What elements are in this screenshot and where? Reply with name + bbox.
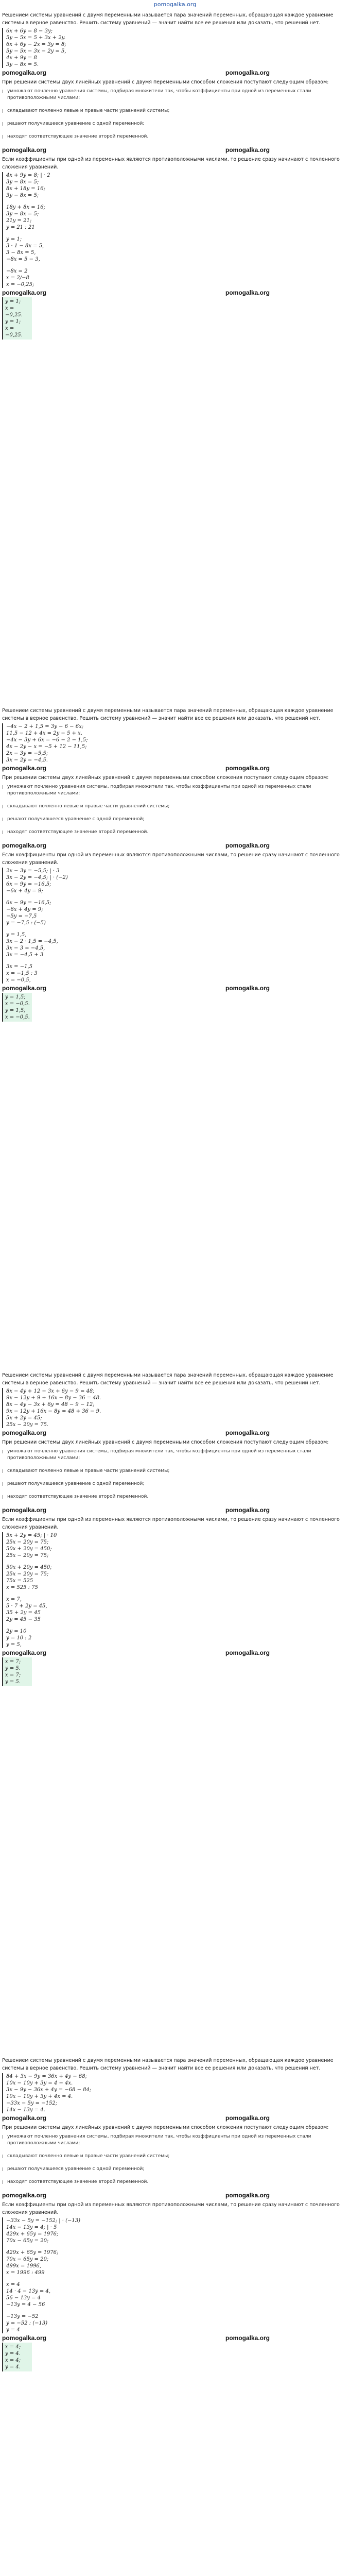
equation-line: 5y − 5x = 5 + 3x + 2y. <box>6 35 66 41</box>
solution-work <box>2 2217 347 2333</box>
step-item: умножают почленно уравнения системы, подбирая множители так, чтобы коэффициенты при одной из переменных стали противоположными числами; <box>2 784 347 797</box>
answer-line: y = 5. <box>5 1679 21 1685</box>
watermark-row <box>2 69 270 76</box>
work-line: 75x = 525 <box>6 1578 33 1584</box>
problem-section <box>2 2057 347 2371</box>
watermark: pomogalka.org <box>2 289 47 296</box>
equation-system <box>2 2073 347 2113</box>
steps-list <box>2 784 347 836</box>
work-line: 5 · 7 + 2y = 45, <box>6 1603 47 1609</box>
watermark: pomogalka.org <box>2 2192 47 2199</box>
equation-line: 9x − 12y + 9 + 16x − 8y − 36 = 48. <box>6 1395 101 1401</box>
equation-line: 10x − 10y + 3y + 4x = 4. <box>6 2094 73 2099</box>
watermark-row <box>2 842 270 849</box>
watermark: pomogalka.org <box>2 1429 47 1436</box>
watermark-row <box>2 146 270 154</box>
answer-box <box>2 993 32 1022</box>
step-item: складывают почленно левые и правые части уравнений системы; <box>2 108 347 114</box>
watermark: pomogalka.org <box>2 765 47 772</box>
work-line: 2y = 45 − 35 <box>6 1617 41 1622</box>
equation-line: 84 + 3x − 9y = 36x + 4y − 68; <box>6 2074 87 2079</box>
equation-line: 25x − 20y = 75. <box>6 1422 49 1428</box>
watermark: pomogalka.org <box>2 1506 47 1514</box>
equation-line: 6x + 6y − 2x = 3y = 8; <box>6 42 66 47</box>
work-line: −6x + 4y = 9; <box>6 888 43 894</box>
step-item: умножают почленно уравнения системы, подбирая множители так, чтобы коэффициенты при одной из переменных стали противоположными числами; <box>2 2133 347 2147</box>
problem-section <box>2 1371 347 1686</box>
equation-line: 9x − 12y + 16x − 8y = 48 + 36 − 9. <box>6 1409 101 1414</box>
watermark: pomogalka.org <box>225 1429 270 1436</box>
step-item: решают получившееся уравнение с одной переменной; <box>2 121 347 127</box>
work-line: 50x + 20y = 450; <box>6 1546 52 1552</box>
work-line: y = −7,5 : (−5) <box>6 920 46 926</box>
watermark: pomogalka.org <box>225 2334 270 2342</box>
step-item: находят соответствующее значение второй переменной. <box>2 2179 347 2185</box>
problem-section <box>2 11 347 340</box>
work-line: x = 1996 : 499 <box>6 2270 45 2276</box>
work-line: −8x = 5 − 3, <box>6 257 40 262</box>
answer-box <box>2 297 32 340</box>
work-line: 18y + 8x = 16; <box>6 205 45 210</box>
note-text: Если коэффициенты при одной из переменных являются противоположными числами, то решение сразу начинают с почленного сложения уравнений. <box>2 852 340 866</box>
work-line: x = −0,5, <box>6 977 31 983</box>
answer-line: x = −0,25. <box>5 306 23 318</box>
watermark: pomogalka.org <box>2 1649 47 1656</box>
method-intro-text: При решении системы двух линейных уравнений с двумя переменными способом сложения поступают следующим образом: <box>2 1439 329 1445</box>
solution-work <box>2 868 347 984</box>
answer-box <box>2 2343 32 2371</box>
note-text: Если коэффициенты при одной из переменных являются противоположными числами, то решение сразу начинают с почленного сложения уравнений. <box>2 1517 340 1530</box>
work-line: y = 1; <box>6 236 22 242</box>
method-intro-text: При решении системы двух линейных уравнений с двумя переменными способом сложения поступают следующим образом: <box>2 2125 329 2130</box>
answer-line: y = 1; <box>5 299 21 304</box>
watermark: pomogalka.org <box>225 985 270 992</box>
method-intro-text: При решении системы двух линейных уравнений с двумя переменными способом сложения поступают следующим образом: <box>2 775 329 781</box>
watermark-row <box>2 985 270 992</box>
solution-work <box>2 172 347 288</box>
work-line: 3x = −4,5 + 3 <box>6 952 44 958</box>
intro-text: Решением системы уравнений с двумя переменными называется пара значений переменных, обращающая каждое уравнение системы в верное равенство. Решить систему уравнений — значит найти все ее решения или доказать, что решений нет. <box>2 2058 334 2071</box>
work-line: 3y − 8x = 5; <box>6 211 39 217</box>
watermark: pomogalka.org <box>225 842 270 849</box>
work-line: 25x − 20y = 75; <box>6 1539 49 1545</box>
work-line: −6x + 4y = 9; <box>6 907 43 912</box>
answer-line: x = −0,5. <box>5 1001 30 1007</box>
work-line: x = 4 <box>6 2282 20 2287</box>
work-line: 70x − 65y = 20; <box>6 2257 49 2262</box>
equation-line: 4x + 9y = 8 <box>6 55 37 61</box>
work-line: y = 4 <box>6 2327 20 2333</box>
equation-line: 3y − 8x = 5. <box>6 62 39 67</box>
work-line: 499x = 1996, <box>6 2263 42 2269</box>
work-line: −13y = 4 − 56 <box>6 2302 45 2308</box>
work-line: 25x − 20y = 75; <box>6 1571 49 1577</box>
work-line: y = 1,5, <box>6 932 27 938</box>
answer-line: x = 4; <box>5 2358 21 2363</box>
step-item: складывают почленно левые и правые части уравнений системы; <box>2 2153 347 2160</box>
step-item: умножают почленно уравнения системы, подбирая множители так, чтобы коэффициенты при одной из переменных стали противоположными числами; <box>2 1448 347 1462</box>
answer-line: x = −0,25. <box>5 326 23 338</box>
watermark-row <box>2 1506 270 1514</box>
work-line: 6x − 9y = −16,5; <box>6 882 51 887</box>
work-line: 2y = 10 <box>6 1629 27 1634</box>
answer-line: y = 4. <box>5 2364 21 2370</box>
work-line: 3x − 2y = −4,5; | · (−2) <box>6 875 68 880</box>
answer-line: y = 1,5; <box>5 1008 26 1013</box>
work-line: 3 · 1 − 8x = 5, <box>6 243 44 249</box>
work-line: 14 · 4 − 13y = 4, <box>6 2289 51 2294</box>
work-line: 5x + 2y = 45; | · 10 <box>6 1533 57 1538</box>
equation-line: 14x − 13y = 4. <box>6 2107 45 2113</box>
equation-line: 2x − 3y = −5,5; <box>6 751 48 756</box>
answer-line: x = 7; <box>5 1672 21 1678</box>
step-item: решают получившееся уравнение с одной переменной; <box>2 816 347 823</box>
work-line: 25x − 20y = 75; <box>6 1553 49 1558</box>
watermark-row <box>2 1649 270 1656</box>
step-item: решают получившееся уравнение с одной переменной; <box>2 1481 347 1487</box>
intro-text: Решением системы уравнений с двумя переменными называется пара значений переменных, обращающая каждое уравнение системы в верное равенство. Решить систему уравнений — значит найти все ее решения или доказать, что решений нет. <box>2 12 334 26</box>
work-line: y = −52 : (−13) <box>6 2320 48 2326</box>
step-item: находят соответствующее значение второй переменной. <box>2 1494 347 1500</box>
work-line: 70x − 65y = 20; <box>6 2238 49 2244</box>
work-line: 8x + 18y = 16; <box>6 186 45 192</box>
equation-system <box>2 28 347 68</box>
work-line: 3y − 8x = 5; <box>6 179 39 185</box>
step-item: умножают почленно уравнения системы, подбирая множители так, чтобы коэффициенты при одной из переменных стали противоположными числами; <box>2 88 347 101</box>
work-line: 3 − 8x = 5, <box>6 250 36 256</box>
work-line: −13y = −52 <box>6 2314 39 2319</box>
work-line: 3x − 2 · 1,5 = −4,5, <box>6 939 58 944</box>
watermark: pomogalka.org <box>225 146 270 154</box>
equation-line: 5x + 2y = 45; <box>6 1415 42 1421</box>
work-line: x = 7, <box>6 1597 22 1602</box>
work-line: 56 − 13y = 4 <box>6 2295 41 2301</box>
equation-system <box>2 1388 347 1428</box>
equation-line: 5y − 5x − 3x − 2y = 5, <box>6 48 66 54</box>
steps-list <box>2 1448 347 1500</box>
problem-section <box>2 707 347 1022</box>
work-line: 21y = 21; <box>6 218 32 224</box>
equation-system <box>2 723 347 764</box>
watermark: pomogalka.org <box>225 289 270 296</box>
steps-list <box>2 88 347 140</box>
note-text: Если коэффициенты при одной из переменных являются противоположными числами, то решение сразу начинают с почленного сложения уравнений. <box>2 157 340 170</box>
watermark-row <box>2 2334 270 2342</box>
step-item: находят соответствующее значение второй переменной. <box>2 829 347 836</box>
work-line: 3x = −1,5 <box>6 964 33 970</box>
equation-line: 11,5 − 12 + 4x = 2y − 5 + x. <box>6 731 82 736</box>
steps-list <box>2 2133 347 2185</box>
watermark-row <box>2 289 270 296</box>
answer-line: y = 1,5; <box>5 994 26 1000</box>
answer-line: y = 1; <box>5 319 21 325</box>
work-line: y = 5, <box>6 1642 22 1648</box>
watermark-row <box>2 2192 270 2199</box>
step-item: складывают почленно левые и правые части уравнений системы; <box>2 803 347 810</box>
work-line: −8x = 2 <box>6 268 28 274</box>
watermark: pomogalka.org <box>225 765 270 772</box>
step-item: складывают почленно левые и правые части уравнений системы; <box>2 1468 347 1475</box>
equation-line: 3x − 9y − 36x + 4y = −68 − 84; <box>6 2087 92 2093</box>
watermark: pomogalka.org <box>2 985 47 992</box>
work-line: 35 + 2y = 45 <box>6 1610 41 1616</box>
equation-line: 10x − 10y + 3y = 4 − 4x. <box>6 2080 73 2086</box>
work-line: x = −1,5 : 3 <box>6 971 38 976</box>
site-header <box>0 0 350 10</box>
equation-line: 8x − 4y + 12 − 3x + 6y − 9 = 48; <box>6 1388 95 1394</box>
answer-line: x = 7; <box>5 1659 21 1665</box>
note-text: Если коэффициенты при одной из переменных являются противоположными числами, то решение сразу начинают с почленного сложения уравнений. <box>2 2202 340 2215</box>
work-line: 429x + 65y = 1976; <box>6 2231 59 2237</box>
answer-line: x = 4; <box>5 2344 21 2350</box>
watermark: pomogalka.org <box>225 2114 270 2122</box>
work-line: −33x − 5y = −152; | · (−13) <box>6 2218 81 2224</box>
equation-line: −4x − 3y + 6x = −6 − 2 − 1,5; <box>6 737 88 743</box>
work-line: 2x − 3y = −5,5; | · 3 <box>6 868 60 874</box>
answer-line: x = −0,5. <box>5 1014 30 1020</box>
watermark: pomogalka.org <box>225 1506 270 1514</box>
equation-line: 6x + 6y = 8 − 3y; <box>6 28 52 34</box>
work-line: −5y = −7,5 <box>6 913 37 919</box>
watermark-row <box>2 2114 270 2122</box>
watermark-row <box>2 1429 270 1436</box>
equation-line: −4x − 2 + 1,5 = 3y − 6 − 6x; <box>6 724 84 730</box>
work-line: 6x − 9y = −16,5; <box>6 900 51 906</box>
work-line: 429x + 65y = 1976; <box>6 2250 59 2256</box>
answer-box <box>2 1657 32 1686</box>
watermark-row <box>2 765 270 772</box>
site-link[interactable]: pomogalka.org <box>153 1 197 8</box>
work-line: 50x + 20y = 450; <box>6 1565 52 1570</box>
work-line: 4x + 9y = 8; | · 2 <box>6 173 50 178</box>
work-line: 3y − 8x = 5; <box>6 193 39 198</box>
watermark: pomogalka.org <box>225 69 270 76</box>
work-line: x = −0,25; <box>6 282 34 287</box>
step-item: находят соответствующее значение второй переменной. <box>2 133 347 140</box>
equation-line: 4x − 2y − x = −5 + 12 − 11,5; <box>6 744 87 750</box>
watermark: pomogalka.org <box>2 842 47 849</box>
watermark: pomogalka.org <box>225 1649 270 1656</box>
work-line: x = 2/−8 <box>6 275 29 281</box>
equation-line: 3x − 2y = −4,5. <box>6 757 48 763</box>
watermark: pomogalka.org <box>2 69 47 76</box>
work-line: x = 525 : 75 <box>6 1585 38 1590</box>
solution-work <box>2 1532 347 1648</box>
equation-line: 8x − 4y − 3x + 6y = 48 − 9 − 12; <box>6 1402 95 1408</box>
answer-line: y = 5. <box>5 1666 21 1671</box>
intro-text: Решением системы уравнений с двумя переменными называется пара значений переменных, обращающая каждое уравнение системы в верное равенство. Решить систему уравнений — значит найти все ее решения или доказать, что решений нет. <box>2 708 334 721</box>
watermark: pomogalka.org <box>225 2192 270 2199</box>
equation-line: −33x − 5y = −152; <box>6 2100 58 2106</box>
intro-text: Решением системы уравнений с двумя переменными называется пара значений переменных, обращающая каждое уравнение системы в верное равенство. Решить систему уравнений — значит найти все ее решения или доказать, что решений нет. <box>2 1372 334 1386</box>
method-intro-text: При решении системы двух линейных уравнений с двумя переменными способом сложения поступают следующим образом: <box>2 79 329 85</box>
watermark: pomogalka.org <box>2 2114 47 2122</box>
watermark: pomogalka.org <box>2 146 47 154</box>
step-item: решают получившееся уравнение с одной переменной; <box>2 2166 347 2173</box>
watermark: pomogalka.org <box>2 2334 47 2342</box>
work-line: y = 21 : 21 <box>6 225 35 230</box>
answer-line: y = 4. <box>5 2351 21 2357</box>
work-line: 14x − 13y = 4; | · 5 <box>6 2225 57 2230</box>
work-line: y = 10 : 2 <box>6 1635 32 1641</box>
work-line: 3x − 3 = −4,5, <box>6 945 45 951</box>
